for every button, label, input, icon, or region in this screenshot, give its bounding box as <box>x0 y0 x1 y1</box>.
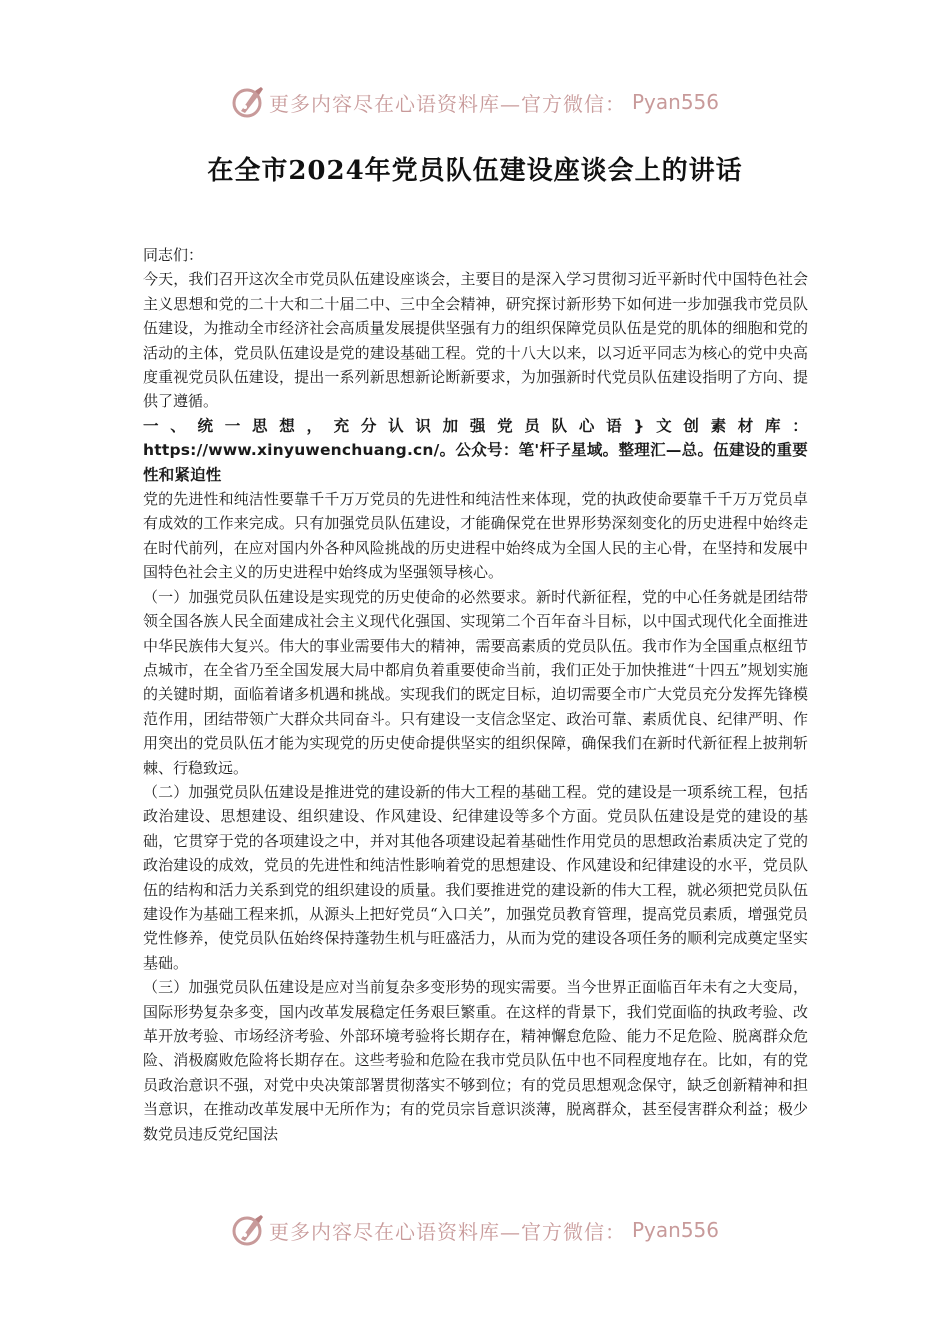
salutation: 同志们： <box>143 246 204 264</box>
watermark-text: 更多内容尽在心语资料库—官方微信： <box>268 1219 626 1244</box>
paragraph-subsection-1: （一）加强党员队伍建设是实现党的历史使命的必然要求。新时代新征程，党的中心任务就是团结带领全国各族人民全面建成社会主义现代化强国、实现第二个百年奋斗目标，以中国式现代化全面推进中华民族伟大复兴。伟大的事业需要伟大的精神，需要高素质的党员队伍。我市作为全国重点枢纽节点城市，在全省乃至全国发展大局中都肩负着重要使命当前，我们正处于加快推进“十四五”规划实施的关键时期，面临着诸多机遇和挑战。实现我们的既定目标，迫切需要全市广大党员充分发挥先锋模范作用，团结带领广大群众共同奋斗。只有建设一支信念坚定、政治可靠、素质优良、纪律严明、作用突出的党员队伍才能为实现党的历史使命提供坚实的组织保障，确保我们在新时代新征程上披荆斩棘、行稳致远。 <box>143 587 808 777</box>
watermark-text: 更多内容尽在心语资料库—官方微信： <box>268 91 626 116</box>
paragraph-intro: 今天，我们召开这次全市党员队伍建设座谈会，主要目的是深入学习贯彻习近平新时代中国特色社会主义思想和党的二十大和二十届二中、三中全会精神，研究探讨新形势下如何进一步加强我市党员队伍建设，为推动全市经济社会高质量发展提供坚强有力的组织保障党员队伍是党的肌体的细胞和党的活动的主体，党员队伍建设是党的建设基础工程。党的十八大以来，以习近平同志为核心的党中央高度重视党员队伍建设，提出一系列新思想新论断新要求，为加强新时代党员队伍建设指明了方向、提供了遵循。 <box>143 270 808 411</box>
section-heading-1: 一、统一思想，充分认识加强党员队心语}文创素材库：https://www.xinyuwenchuang.cn/。公众号：笔'杆子星域。整理汇—总。伍建设的重要性和紧迫性 <box>143 416 808 484</box>
watermark-footer <box>0 1208 950 1252</box>
pen-nib-circle-icon <box>231 1213 265 1247</box>
pen-nib-circle-icon <box>231 85 265 119</box>
document-body <box>143 243 808 1146</box>
watermark-wechat-id: Pyan556 <box>631 90 719 114</box>
document-title: 在全市2024年党员队伍建设座谈会上的讲话 <box>207 156 743 186</box>
paragraph: 党的先进性和纯洁性要靠千千万万党员的先进性和纯洁性来体现，党的执政使命要靠千千万万党员卓有成效的工作来完成。只有加强党员队伍建设，才能确保党在世界形势深刻变化的历史进程中始终走在时代前列，在应对国内外各种风险挑战的历史进程中始终成为全国人民的主心骨，在坚持和发展中国特色社会主义的历史进程中始终成为坚强领导核心。 <box>143 490 808 582</box>
paragraph-subsection-2: （二）加强党员队伍建设是推进党的建设新的伟大工程的基础工程。党的建设是一项系统工程，包括政治建设、思想建设、组织建设、作风建设、纪律建设等多个方面。党员队伍建设是党的建设的基础，它贯穿于党的各项建设之中，并对其他各项建设起着基础性作用党员的思想政治素质决定了党的政治建设的成效，党员的先进性和纯洁性影响着党的思想建设、作风建设和纪律建设的水平，党员队伍的结构和活力关系到党的组织建设的质量。我们要推进党的建设新的伟大工程，就必须把党员队伍建设作为基础工程来抓，从源头上把好党员“入口关”，加强党员教育管理，提高党员素质，增强党员党性修养，使党员队伍始终保持蓬勃生机与旺盛活力，从而为党的建设各项任务的顺利完成奠定坚实基础。 <box>143 782 808 972</box>
paragraph-subsection-3: （三）加强党员队伍建设是应对当前复杂多变形势的现实需要。当今世界正面临百年未有之大变局，国际形势复杂多变，国内改革发展稳定任务艰巨繁重。在这样的背景下，我们党面临的执政考验、改革开放考验、市场经济考验、外部环境考验将长期存在，精神懈怠危险、能力不足危险、脱离群众危险、消极腐败危险将长期存在。这些考验和危险在我市党员队伍中也不同程度地存在。比如，有的党员政治意识不强，对党中央决策部署贯彻落实不够到位；有的党员思想观念保守，缺乏创新精神和担当意识，在推动改革发展中无所作为；有的党员宗旨意识淡薄，脱离群众，甚至侵害群众利益；极少数党员违反党纪国法 <box>143 978 808 1143</box>
watermark-header <box>0 80 950 124</box>
watermark-wechat-id: Pyan556 <box>631 1218 719 1242</box>
